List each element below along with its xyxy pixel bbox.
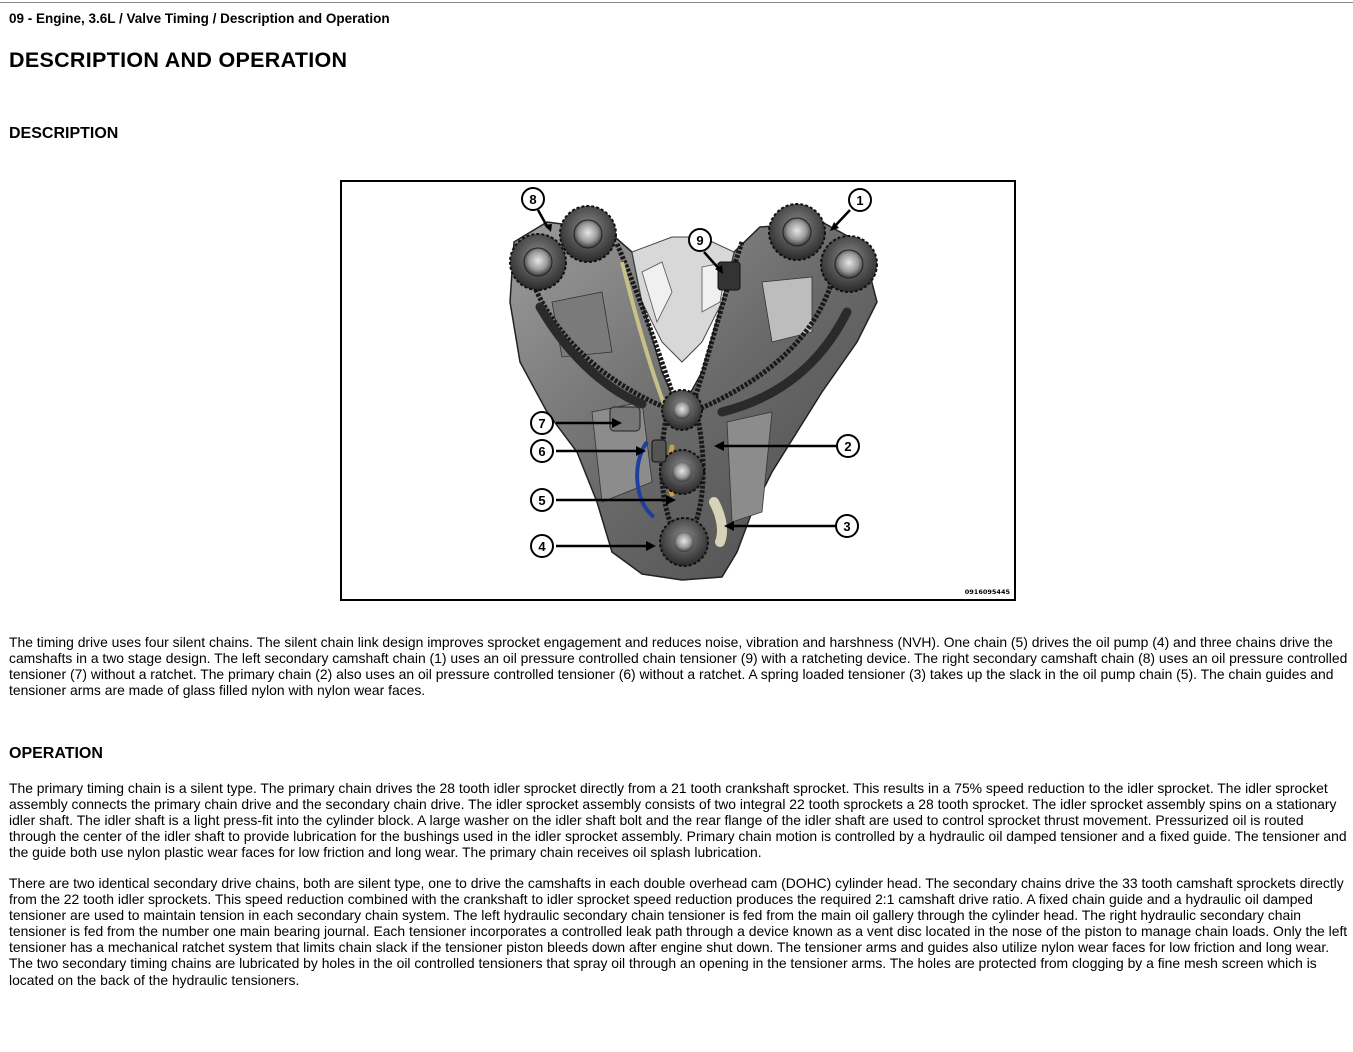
engine-timing-illustration [342, 182, 1014, 599]
svg-text:1: 1 [856, 193, 864, 208]
callout-1 [849, 189, 871, 211]
callout-2 [837, 435, 859, 457]
operation-paragraph-2: There are two identical secondary drive chains, both are silent type, one to drive the camshafts in each double overhead cam (DOHC) cylinder head. The secondary chains drive the 33 tooth camshaft sprockets directly from the 22 tooth idler sprockets. This speed reduction combined with the crankshaft to idler sprocket speed reduction produces the required 2:1 camshaft drive ratio. A fixed chain guide and a hydraulic oil damped tensioner are used to maintain tension in each secondary chain system. The left hydraulic secondary chain tensioner is fed from the main oil gallery through the cylinder head. The right hydraulic secondary chain tensioner is fed from the number one main bearing journal. Each tensioner incorporates a controlled leak path through a device known as a vent disc located in the nose of the piston to manage chain loads. Only the left tensioner has a mechanical ratchet system that limits chain slack if the tensioner piston bleeds down after engine shut down. The tensioner arms and guides also utilize nylon wear faces for low friction and long wear. The two secondary timing chains are lubricated by holes in the oil controlled tensioners that spray oil through an opening in the tensioner arms. The holes are protected from clogging by a fine mesh screen which is located on the back of the hydraulic tensioners. [9, 875, 1348, 988]
svg-text:4: 4 [538, 539, 546, 554]
operation-paragraph-1: The primary timing chain is a silent type. The primary chain drives the 28 tooth idler sprocket directly from a 21 tooth crankshaft sprocket. This results in a 75% speed reduction to the idler sprocket. The idler sprocket assembly connects the primary chain drive and the secondary chain drive. The idler sprocket assembly consists of two integral 22 tooth sprockets a 28 tooth sprocket. The idler sprocket assembly spins on a stationary idler shaft. The idler shaft is a light press-fit into the cylinder block. A large washer on the idler shaft bolt and the rear flange of the idler shaft are used to control sprocket thrust movement. Pressurized oil is routed through the center of the idler shaft to provide lubrication for the bushings used in the idler sprocket assembly. Primary chain motion is controlled by a hydraulic oil damped tensioner and a fixed guide. The tensioner and the guide both use nylon plastic wear faces for low friction and long wear. The primary chain receives oil splash lubrication. [9, 780, 1347, 861]
callout-6 [531, 440, 553, 462]
callout-8 [522, 188, 544, 210]
page-title: DESCRIPTION AND OPERATION [9, 48, 348, 72]
operation-heading: OPERATION [9, 745, 103, 762]
description-paragraph: The timing drive uses four silent chains. The silent chain link design improves sprocket engagement and reduces noise, vibration and harshness (NVH). One chain (5) drives the oil pump (4) and three chains drive the camshafts in a two stage design. The left secondary camshaft chain (1) uses an oil pressure controlled chain tensioner (9) with a ratcheting device. The right secondary camshaft chain (8) uses an oil pressure controlled tensioner (7) without a ratchet. The primary chain (2) also uses an oil pressure controlled tensioner (6) without a ratchet. A spring loaded tensioner (3) takes up the slack in the oil pump chain (5). The chain guides and tensioner arms are made of glass filled nylon with nylon wear faces. [9, 634, 1348, 699]
lower-sprockets [660, 390, 708, 566]
svg-text:9: 9 [696, 233, 704, 248]
svg-text:6: 6 [538, 444, 546, 459]
callout-4 [531, 535, 553, 557]
timing-drive-figure [340, 180, 1016, 601]
svg-text:5: 5 [538, 493, 546, 508]
svg-text:3: 3 [843, 519, 851, 534]
description-heading: DESCRIPTION [9, 125, 119, 142]
callout-9 [689, 229, 711, 251]
callout-7 [531, 412, 553, 434]
callout-3 [836, 515, 858, 537]
svg-text:7: 7 [538, 416, 546, 431]
figure-id: 0916095445 [964, 588, 1010, 596]
svg-text:2: 2 [844, 439, 852, 454]
svg-text:8: 8 [529, 192, 537, 207]
callout-5 [531, 489, 553, 511]
top-divider [0, 2, 1353, 3]
breadcrumb: 09 - Engine, 3.6L / Valve Timing / Description and Operation [9, 11, 390, 26]
